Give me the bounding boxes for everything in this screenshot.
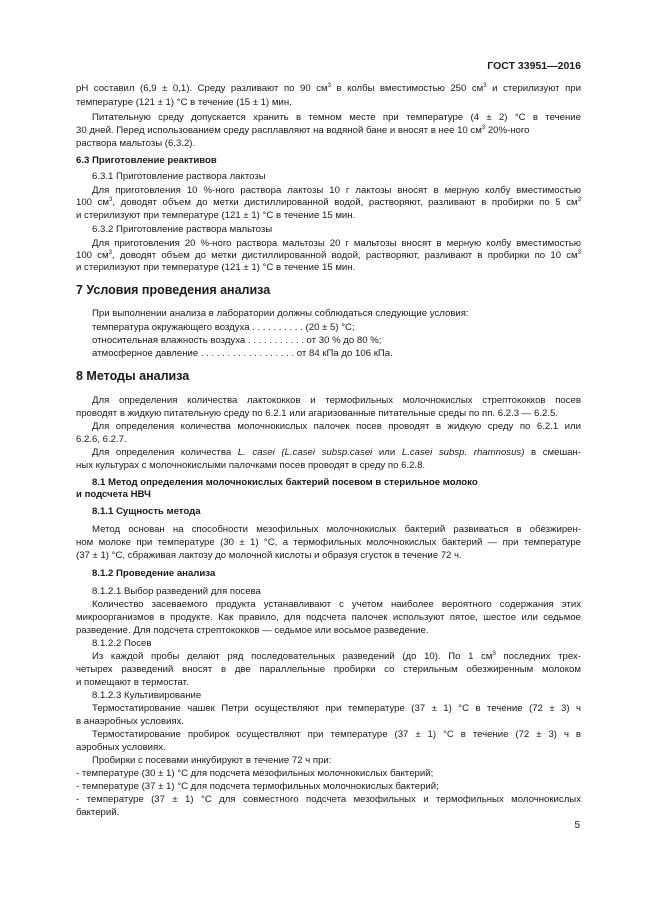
text-line [92, 185, 581, 197]
text-segment: Для определения количества лактококков и термофильных молочнокислых стрептококков посев [92, 395, 581, 406]
text-line [92, 322, 581, 334]
text-segment: 7 Условия проведения анализа [76, 283, 271, 297]
text-segment: в колбы вместимостью 250 см [330, 83, 484, 94]
text-segment: и подсчета НВЧ [76, 489, 151, 500]
text-line [92, 421, 581, 433]
text-line [92, 112, 581, 124]
text-segment: 8.1.2.2 Посев [92, 638, 152, 649]
text-segment: Для определения количества молочнокислых палочек посев проводят в жидкую среду по 6.2.1 или [92, 421, 581, 432]
text-segment: 8.1.2.1 Выбор разведений для посева [92, 586, 261, 597]
italic-text: L. casei (L.casei subsp.casei [237, 447, 373, 458]
text-segment: 100 см [76, 250, 109, 261]
text-segment: 100 см [76, 197, 110, 208]
text-segment: разведение. Для подсчета стрептококков — седьмое или восьмое разведение. [76, 625, 429, 636]
text-line [92, 395, 581, 407]
text-line [92, 703, 581, 715]
text-segment: 6.3.2 Приготовление раствора мальтозы [92, 224, 273, 235]
text-line [76, 742, 581, 754]
superscript: 3 [577, 196, 581, 203]
text-segment: Метод основан на способности мезофильных молочнокислых бактерий развиваться в обезжирен- [92, 524, 581, 535]
text-line [76, 664, 581, 676]
text-line [76, 625, 581, 637]
superscript: 3 [577, 249, 581, 256]
text-segment: микроорганизмов в продукте. Как правило, для подсчета палочек используют пятое, шестое или седьмое [76, 612, 581, 623]
text-line [92, 308, 581, 320]
text-segment: ном молоке при температуре (30 ± 1) °С, а термофильных молочнокислых бактерий — при температуре [76, 537, 581, 548]
text-segment: четырех разведений вносят в две параллельные пробирки со стерильным обезжиренным молоком [76, 664, 581, 675]
text-line [76, 781, 581, 793]
text-line [76, 677, 581, 689]
text-line [76, 550, 581, 562]
text-line [92, 755, 581, 767]
text-line [92, 638, 581, 650]
italic-text: L.casei subsp. rhamnosus) [401, 447, 525, 458]
text-line [92, 586, 581, 598]
text-line [92, 171, 581, 183]
text-segment: 8.1.2.3 Культивирование [92, 690, 202, 701]
text-segment: 6.3 Приготовление реактивов [76, 155, 217, 166]
text-segment: Для приготовления 20 %-ного раствора мальтозы 20 г мальтозы вносят в мерную колбу вместимостью [92, 238, 581, 249]
text-line [92, 447, 581, 459]
text-line [76, 83, 581, 95]
text-line [76, 210, 581, 222]
text-line [92, 224, 581, 236]
text-line [76, 768, 581, 780]
superscript: 3 [481, 124, 486, 131]
text-segment: Питательную среду допускается хранить в темном месте при температуре (4 ± 2) °С в течение [92, 112, 581, 123]
text-line [76, 460, 581, 472]
text-line [76, 408, 581, 420]
superscript: 3 [483, 82, 487, 89]
text-segment: - температуре (37 ± 1) °С для подсчета термофильных молочнокислых бактерий; [76, 781, 439, 792]
text-segment: pH составил (6,9 ± 0,1). Среду разливают по 90 см [76, 83, 328, 94]
text-segment: 6.3.1 Приготовление раствора лактозы [92, 171, 266, 182]
text-segment: 6.2.6, 6.2.7. [76, 434, 127, 445]
text-line [92, 651, 581, 663]
text-segment: бактерий. [76, 807, 120, 818]
text-segment: в анаэробных условиях. [76, 716, 185, 727]
text-segment: аэробных условиях. [76, 742, 166, 753]
superscript: 3 [108, 249, 112, 256]
text-segment: Для приготовления 10 %-ного раствора лактозы 10 г лактозы вносят в мерную колбу вместимостью [92, 185, 581, 196]
text-line [76, 716, 581, 728]
text-line [92, 238, 581, 250]
text-segment: атмосферное давление . . . . . . . . . . . . . . . . . . от 84 кПа до 106 кПа. [92, 348, 393, 359]
page-number: 5 [574, 820, 580, 831]
text-segment: раствора мальтозы (6.3.2). [76, 138, 196, 149]
text-segment: температура окружающего воздуха . . . . . . . . . . (20 ± 5) °С; [92, 322, 355, 333]
text-line [76, 97, 581, 109]
text-segment: температуре (121 ± 1) °С в течение (15 ± 1) мин. [76, 97, 292, 108]
text-segment: 20%-ного [485, 125, 530, 136]
text-segment: Термостатирование чашек Петри осуществляют при температуре (37 ± 1) °С в течение (72 ± 3) ч [92, 703, 581, 714]
text-line [76, 197, 581, 209]
text-segment: Для определения количества [92, 447, 238, 458]
text-segment: проводят в жидкую питательную среду по 6.2.1 или агаризованные питательные среды по пп. 6.2.3 — 6.2.5. [76, 408, 559, 419]
text-segment: 8.1.2 Проведение анализа [92, 568, 216, 579]
text-line [92, 599, 581, 611]
text-line [76, 262, 581, 274]
subsection-heading [76, 155, 581, 167]
superscript: 3 [492, 650, 496, 657]
text-line [76, 612, 581, 624]
text-line [92, 335, 581, 347]
text-line [76, 250, 581, 262]
subsection-heading [92, 477, 581, 489]
subsection-heading [92, 568, 581, 580]
text-line [76, 807, 581, 819]
section-heading [76, 283, 581, 298]
text-line [92, 690, 581, 702]
subsection-heading [92, 506, 581, 518]
text-segment: или [372, 447, 402, 458]
superscript: 3 [109, 196, 113, 203]
text-segment: (37 ± 1) °С, сбраживая лактозу до молочной кислоты и образуя сгусток в течение 72 ч. [76, 550, 462, 561]
text-segment: 8.1 Метод определения молочнокислых бактерий посевом в стерильное молоко [92, 477, 478, 488]
text-segment: и стерилизуют при температуре (121 ± 1) °С в течение 15 мин. [76, 262, 356, 273]
section-heading [76, 369, 581, 384]
text-line [76, 125, 581, 137]
subsection-heading [76, 489, 581, 501]
text-line [76, 537, 581, 549]
text-segment: , доводят объем до метки дистиллированной водой, растворяют, разливают в пробирки по 10 см [111, 250, 578, 261]
text-segment: - температуре (37 ± 1) °С для совместного подсчета мезофильных и термофильных молочнокислых [76, 794, 581, 805]
text-segment: 8 Методы анализа [76, 369, 190, 383]
text-segment: При выполнении анализа в лаборатории должны соблюдаться следующие условия: [92, 308, 469, 319]
text-segment: относительная влажность воздуха . . . . . . . . . . . от 30 % до 80 %; [92, 335, 382, 346]
text-segment: - температуре (30 ± 1) °С для подсчета мезофильных молочнокислых бактерий; [76, 768, 434, 779]
text-segment: 8.1.1 Сущность метода [92, 506, 201, 517]
text-segment: Из каждой пробы делают ряд последовательных разведений (до 10). По 1 см [92, 651, 493, 662]
text-segment: и стерилизуют при температуре (121 ± 1) °С в течение 15 мин. [76, 210, 356, 221]
text-segment: в смешан- [524, 447, 582, 458]
text-segment: Количество засеваемого продукта устанавливают с учетом наиболее вероятного содержания этих [92, 599, 581, 610]
text-line [76, 138, 581, 150]
text-segment: 30 дней. Перед использованием среду расплавляют на водяной бане и вносят в нее 10 см [76, 125, 482, 136]
text-segment: ных культурах с молочнокислыми палочками посев проводят в среду по 6.2.8. [76, 460, 426, 471]
text-line [76, 794, 581, 806]
doc-code-header: ГОСТ 33951—2016 [487, 60, 581, 72]
superscript: 3 [327, 82, 331, 89]
text-line [92, 524, 581, 536]
text-segment: и помещают в термостат. [76, 677, 189, 688]
text-segment: Пробирки с посевами инкубируют в течение 72 ч при: [92, 755, 332, 766]
text-segment: Термостатирование пробирок осуществляют при температуре (37 ± 1) °С в течение (72 ± 3) ч в [92, 729, 581, 740]
text-segment: и стерилизуют при [486, 83, 581, 94]
text-line [92, 729, 581, 741]
text-segment: , доводят объем до метки дистиллированной водой, растворяют, разливают в пробирки по 5 см [112, 197, 578, 208]
text-segment: последних трех- [495, 651, 582, 662]
text-line [92, 348, 581, 360]
text-line [76, 434, 581, 446]
